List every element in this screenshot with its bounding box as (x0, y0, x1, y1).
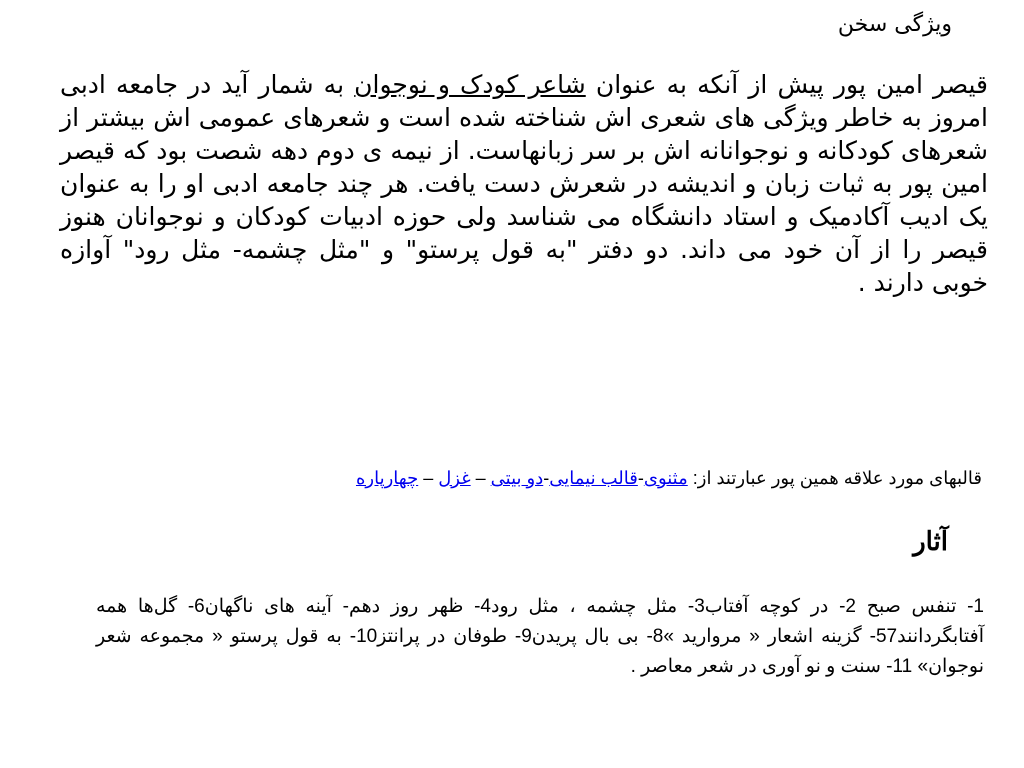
favorite-forms-line (40, 465, 982, 491)
body-paragraph (60, 68, 988, 299)
forms-intro: قالبهای مورد علاقه همین پور عبارتند از: (687, 468, 982, 488)
poet-link[interactable]: شاعر کودک و نوجوان (354, 70, 586, 99)
form-link-ghazal[interactable]: غزل (438, 468, 471, 488)
page-title: ویژگی سخن (837, 12, 952, 37)
form-link-chaharpare[interactable]: چهارپاره (355, 468, 419, 488)
forms-separator: – (418, 468, 439, 488)
forms-separator: – (470, 468, 491, 488)
form-link-dobeyti[interactable]: دو بیتی (490, 468, 544, 488)
works-heading: آثار (913, 526, 948, 556)
form-link-nimaei[interactable]: قالب نیمایی (549, 468, 638, 488)
forms-separator: - (637, 468, 644, 488)
forms-separator: - (543, 468, 550, 488)
works-list: 1- تنفس صبح 2- در کوچه آفتاب3- مثل چشمه ، مثل رود4- ظهر روز دهم- آینه های ناگهان6- گل‌ها همه آفتابگردانند57- گزینه اشعار « مروارید »8- بی بال پریدن9- طوفان در پرانتز10- به قول پرستو « مجموعه شعر نوجوان» 11- سنت و نو آوری در شعر معاصر . (96, 596, 984, 677)
paragraph-text-rest: به شمار آید در جامعه ادبی امروز به خاطر ویژگی های شعری اش شناخته شده است و شعرهای عمومی اش بیشتر از شعرهای کودکانه و نوجوانانه اش بر سر زبانهاست. از نیمه ی دوم دهه شصت بود که قیصر امین پور به ثبات زبان و اندیشه در شعرش دست یافت. هر چند جامعه ادبی او را به عنوان یک ادیب آکادمیک و استاد دانشگاه می شناسد ولی حوزه ادبیات کودکان و نوجوانان هنوز قیصر را از آن خود می داند. دو دفتر "به قول پرستو" و "مثل چشمه- مثل رود" آوازه خوبی دارند . (60, 70, 988, 297)
paragraph-text-start: قیصر امین پور پیش از آنکه به عنوان (585, 70, 989, 99)
form-link-masnavi[interactable]: مثنوی (643, 468, 688, 488)
